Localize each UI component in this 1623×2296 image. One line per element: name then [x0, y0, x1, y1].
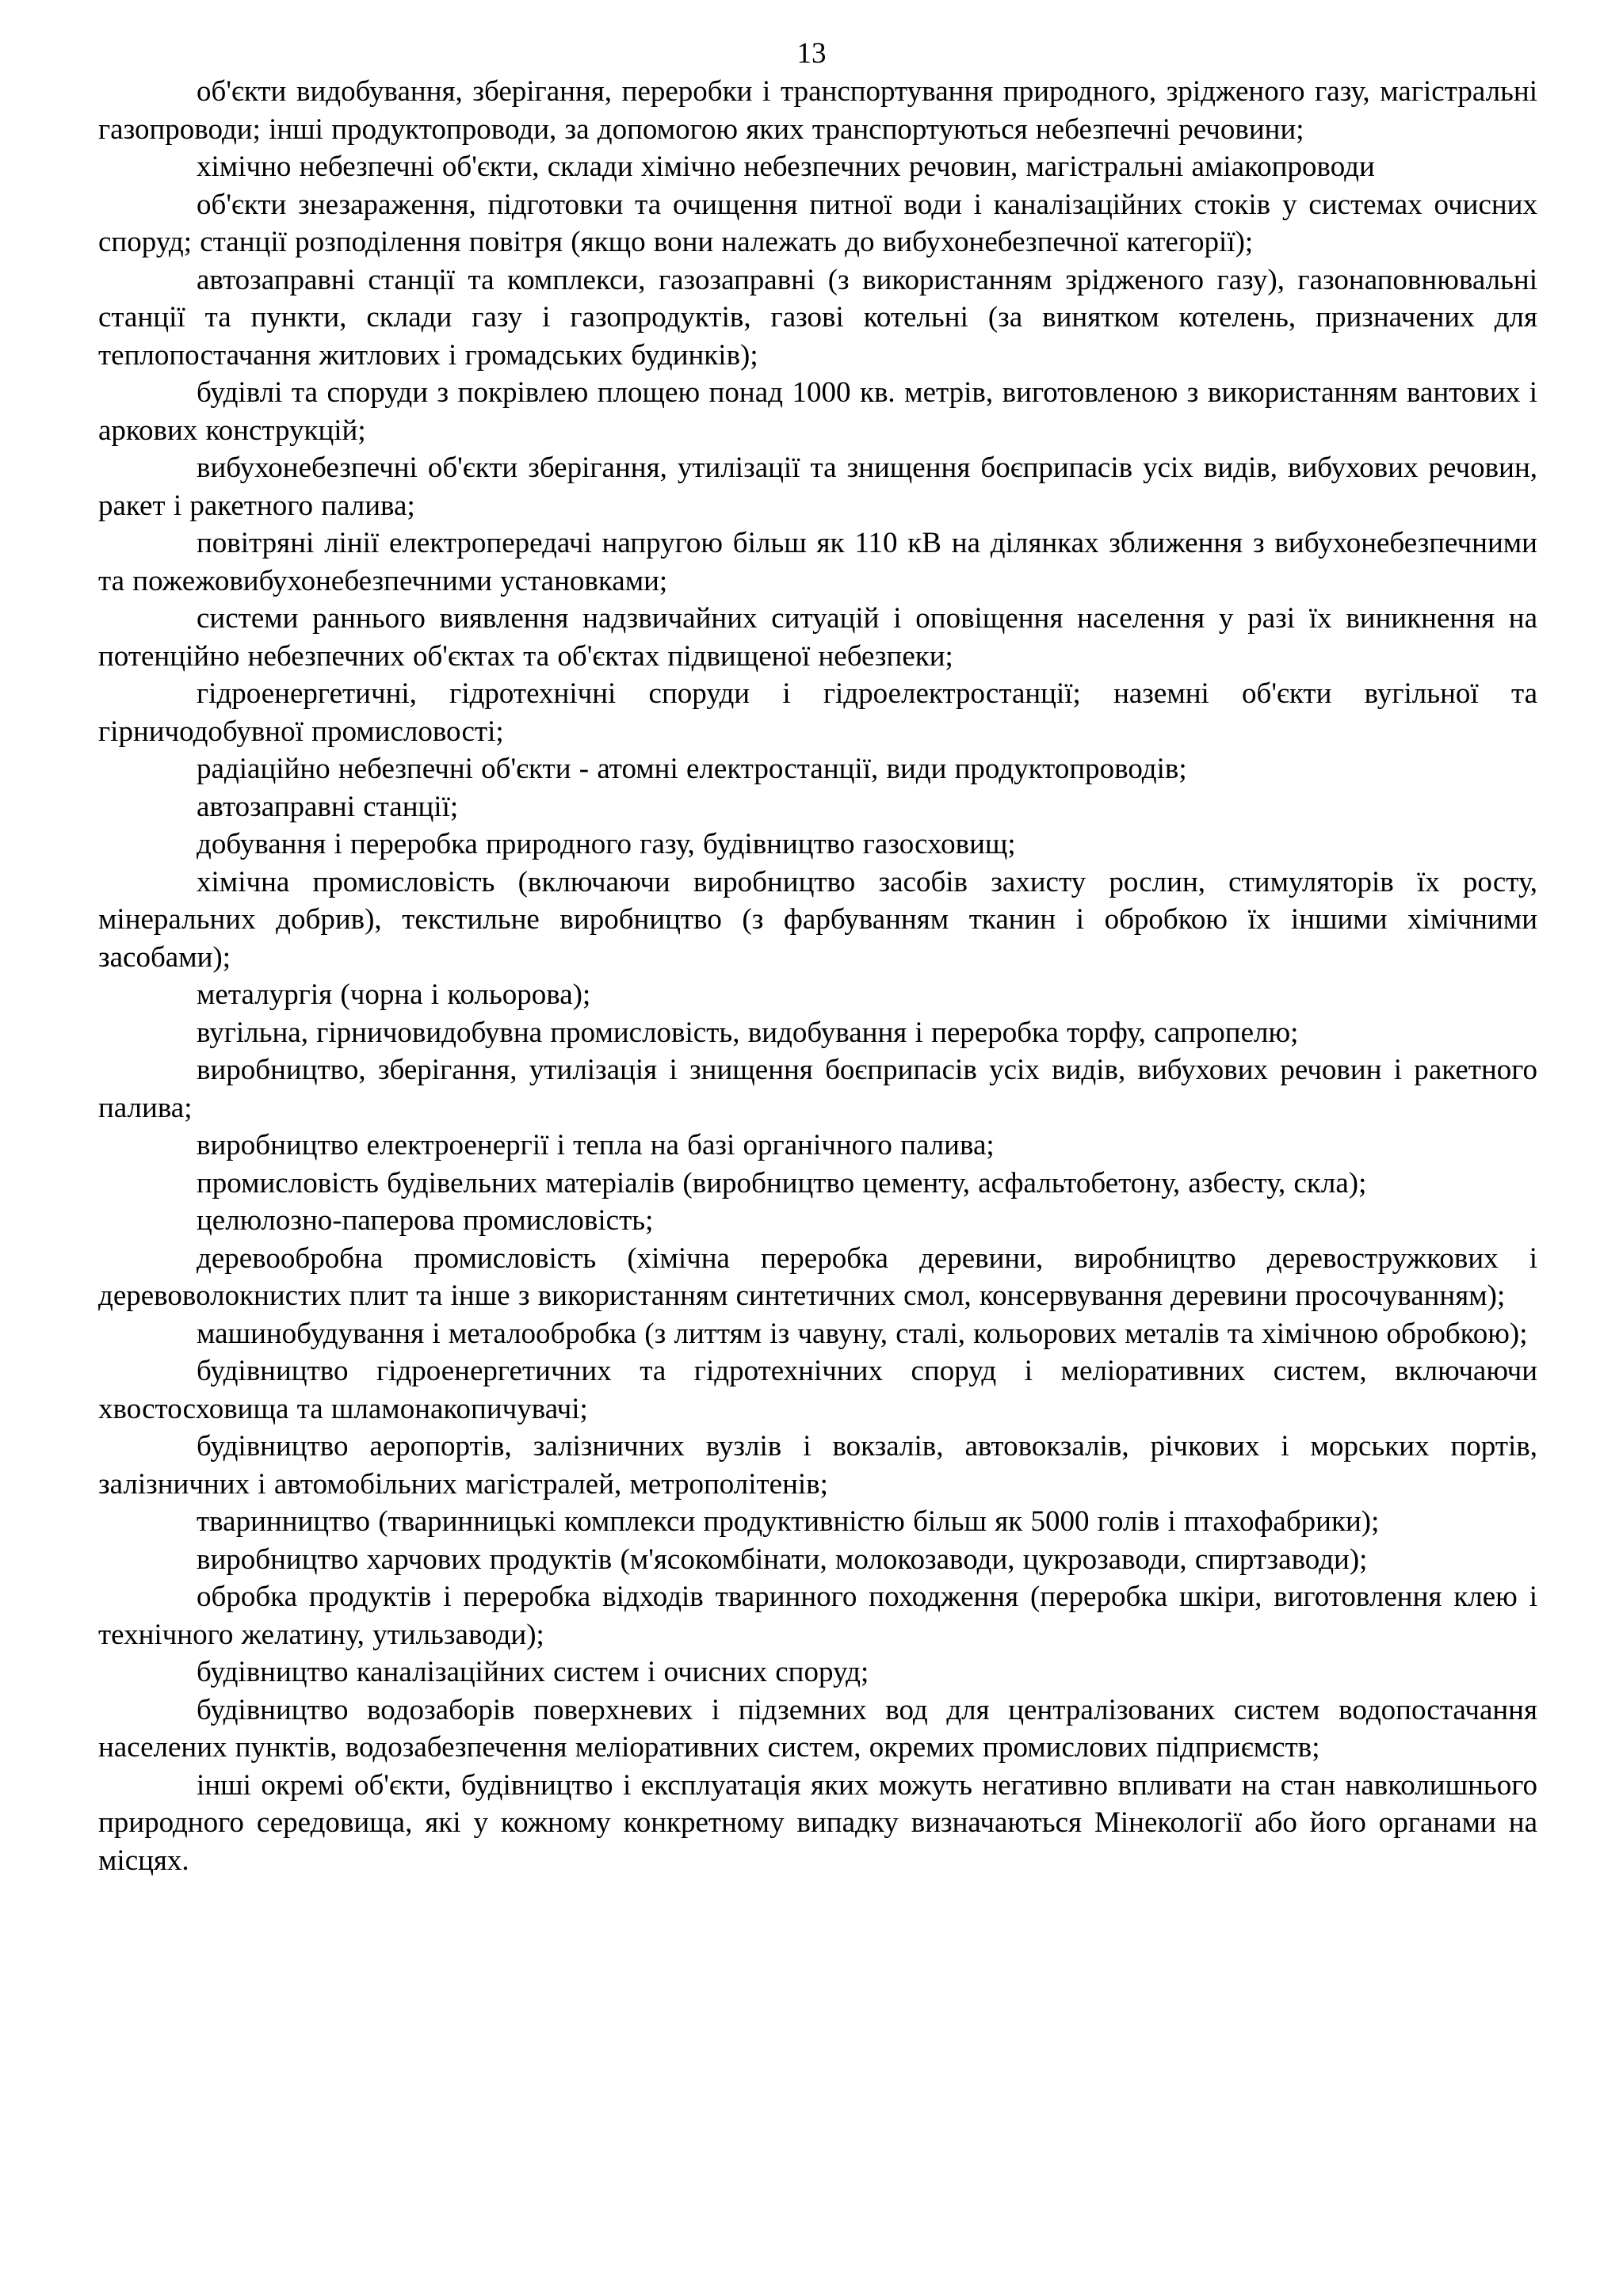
list-item: машинобудування і металообробка (з литтям із чавуну, сталі, кольорових металів та хімічною обробкою);	[197, 1317, 1528, 1350]
list-item: радіаційно небезпечні об'єкти - атомні електростанції, види продуктопроводів;	[197, 753, 1187, 785]
list-item: хімічна промисловість (включаючи виробництво засобів захисту рослин, стимуляторів їх росту, мінеральних добрив), текстильне виробництво (з фарбуванням тканин і обробкою їх іншими хімічними засобами);	[98, 865, 1537, 974]
list-item: будівлі та споруди з покрівлею площею понад 1000 кв. метрів, виготовленою з використанням вантових і аркових конструкцій;	[98, 376, 1537, 447]
list-item: системи раннього виявлення надзвичайних ситуацій і оповіщення населення у разі їх виникнення на потенційно небезпечних об'єктах та об'єктах підвищеної небезпеки;	[98, 602, 1537, 673]
list-item: промисловість будівельних матеріалів (виробництво цементу, асфальтобетону, азбесту, скла);	[197, 1166, 1367, 1199]
list-item: виробництво, зберігання, утилізація і знищення боєприпасів усіх видів, вибухових речовин і ракетного палива;	[98, 1054, 1537, 1124]
list-item: виробництво харчових продуктів (м'ясокомбінати, молокозаводи, цукрозаводи, спиртзаводи);	[197, 1543, 1368, 1576]
list-item: тваринництво (тваринницькі комплекси продуктивністю більш як 5000 голів і птахофабрики);	[197, 1505, 1380, 1538]
list-item: будівництво аеропортів, залізничних вузлів і вокзалів, автовокзалів, річкових і морських портів, залізничних і автомобільних магістралей, метрополітенів;	[98, 1430, 1537, 1501]
list-item: гідроенергетичні, гідротехнічні споруди і гідроелектростанції; наземні об'єкти вугільної та гірничодобувної промисловості;	[98, 677, 1537, 748]
list-item: добування і переробка природного газу, будівництво газосховищ;	[197, 828, 1016, 860]
list-item: будівництво водозаборів поверхневих і підземних вод для централізованих систем водопостачання населених пунктів, водозабезпечення меліоративних систем, окремих промислових підприємств;	[98, 1693, 1537, 1764]
list-item: хімічно небезпечні об'єкти, склади хімічно небезпечних речовин, магістральні аміакопроводи	[197, 151, 1375, 183]
list-item: целюлозно-паперова промисловість;	[197, 1204, 654, 1237]
list-item: автозаправні станції та комплекси, газозаправні (з використанням зрідженого газу), газонаповнювальні станції та пункти, склади газу і газопродуктів, газові котельні (за винятком котелень, призначених для теплопостачання житлових і громадських будинків);	[98, 263, 1537, 372]
list-item: обробка продуктів і переробка відходів тваринного походження (переробка шкіри, виготовлення клею і технічного желатину, утильзаводи);	[98, 1581, 1537, 1651]
document-body	[98, 73, 1537, 1879]
page-number: 13	[796, 37, 827, 70]
list-item: вибухонебезпечні об'єкти зберігання, утилізації та знищення боєприпасів усіх видів, вибухових речовин, ракет і ракетного палива;	[98, 452, 1537, 522]
list-item: автозаправні станції;	[197, 790, 459, 823]
list-item: виробництво електроенергії і тепла на базі органічного палива;	[197, 1129, 995, 1161]
list-item: вугільна, гірничовидобувна промисловість, видобування і переробка торфу, сапропелю;	[197, 1016, 1299, 1049]
list-item: будівництво каналізаційних систем і очисних споруд;	[197, 1656, 869, 1688]
list-item: об'єкти видобування, зберігання, переробки і транспортування природного, зрідженого газу, магістральні газопроводи; інші продуктопроводи, за допомогою яких транспортуються небезпечні речовини;	[98, 75, 1537, 146]
list-item: повітряні лінії електропередачі напругою більш як 110 кВ на ділянках зближення з вибухонебезпечними та пожежовибухонебезпечними установками;	[98, 527, 1537, 597]
list-item: деревообробна промисловість (хімічна переробка деревини, виробництво деревостружкових і деревоволокнистих плит та інше з використанням синтетичних смол, консервування деревини просочуванням);	[98, 1241, 1537, 1312]
list-item: будівництво гідроенергетичних та гідротехнічних споруд і меліоративних систем, включаючи хвостосховища та шламонакопичувачі;	[98, 1355, 1537, 1425]
list-item: об'єкти знезараження, підготовки та очищення питної води і каналізаційних стоків у системах очисних споруд; станції розподілення повітря (якщо вони належать до вибухонебезпечної категорії);	[98, 188, 1537, 258]
list-item: металургія (чорна і кольорова);	[197, 978, 591, 1011]
list-item: інші окремі об'єкти, будівництво і експлуатація яких можуть негативно впливати на стан навколишнього природного середовища, які у кожному конкретному випадку визначаються Мінекології або його органами на місцях.	[98, 1768, 1537, 1877]
